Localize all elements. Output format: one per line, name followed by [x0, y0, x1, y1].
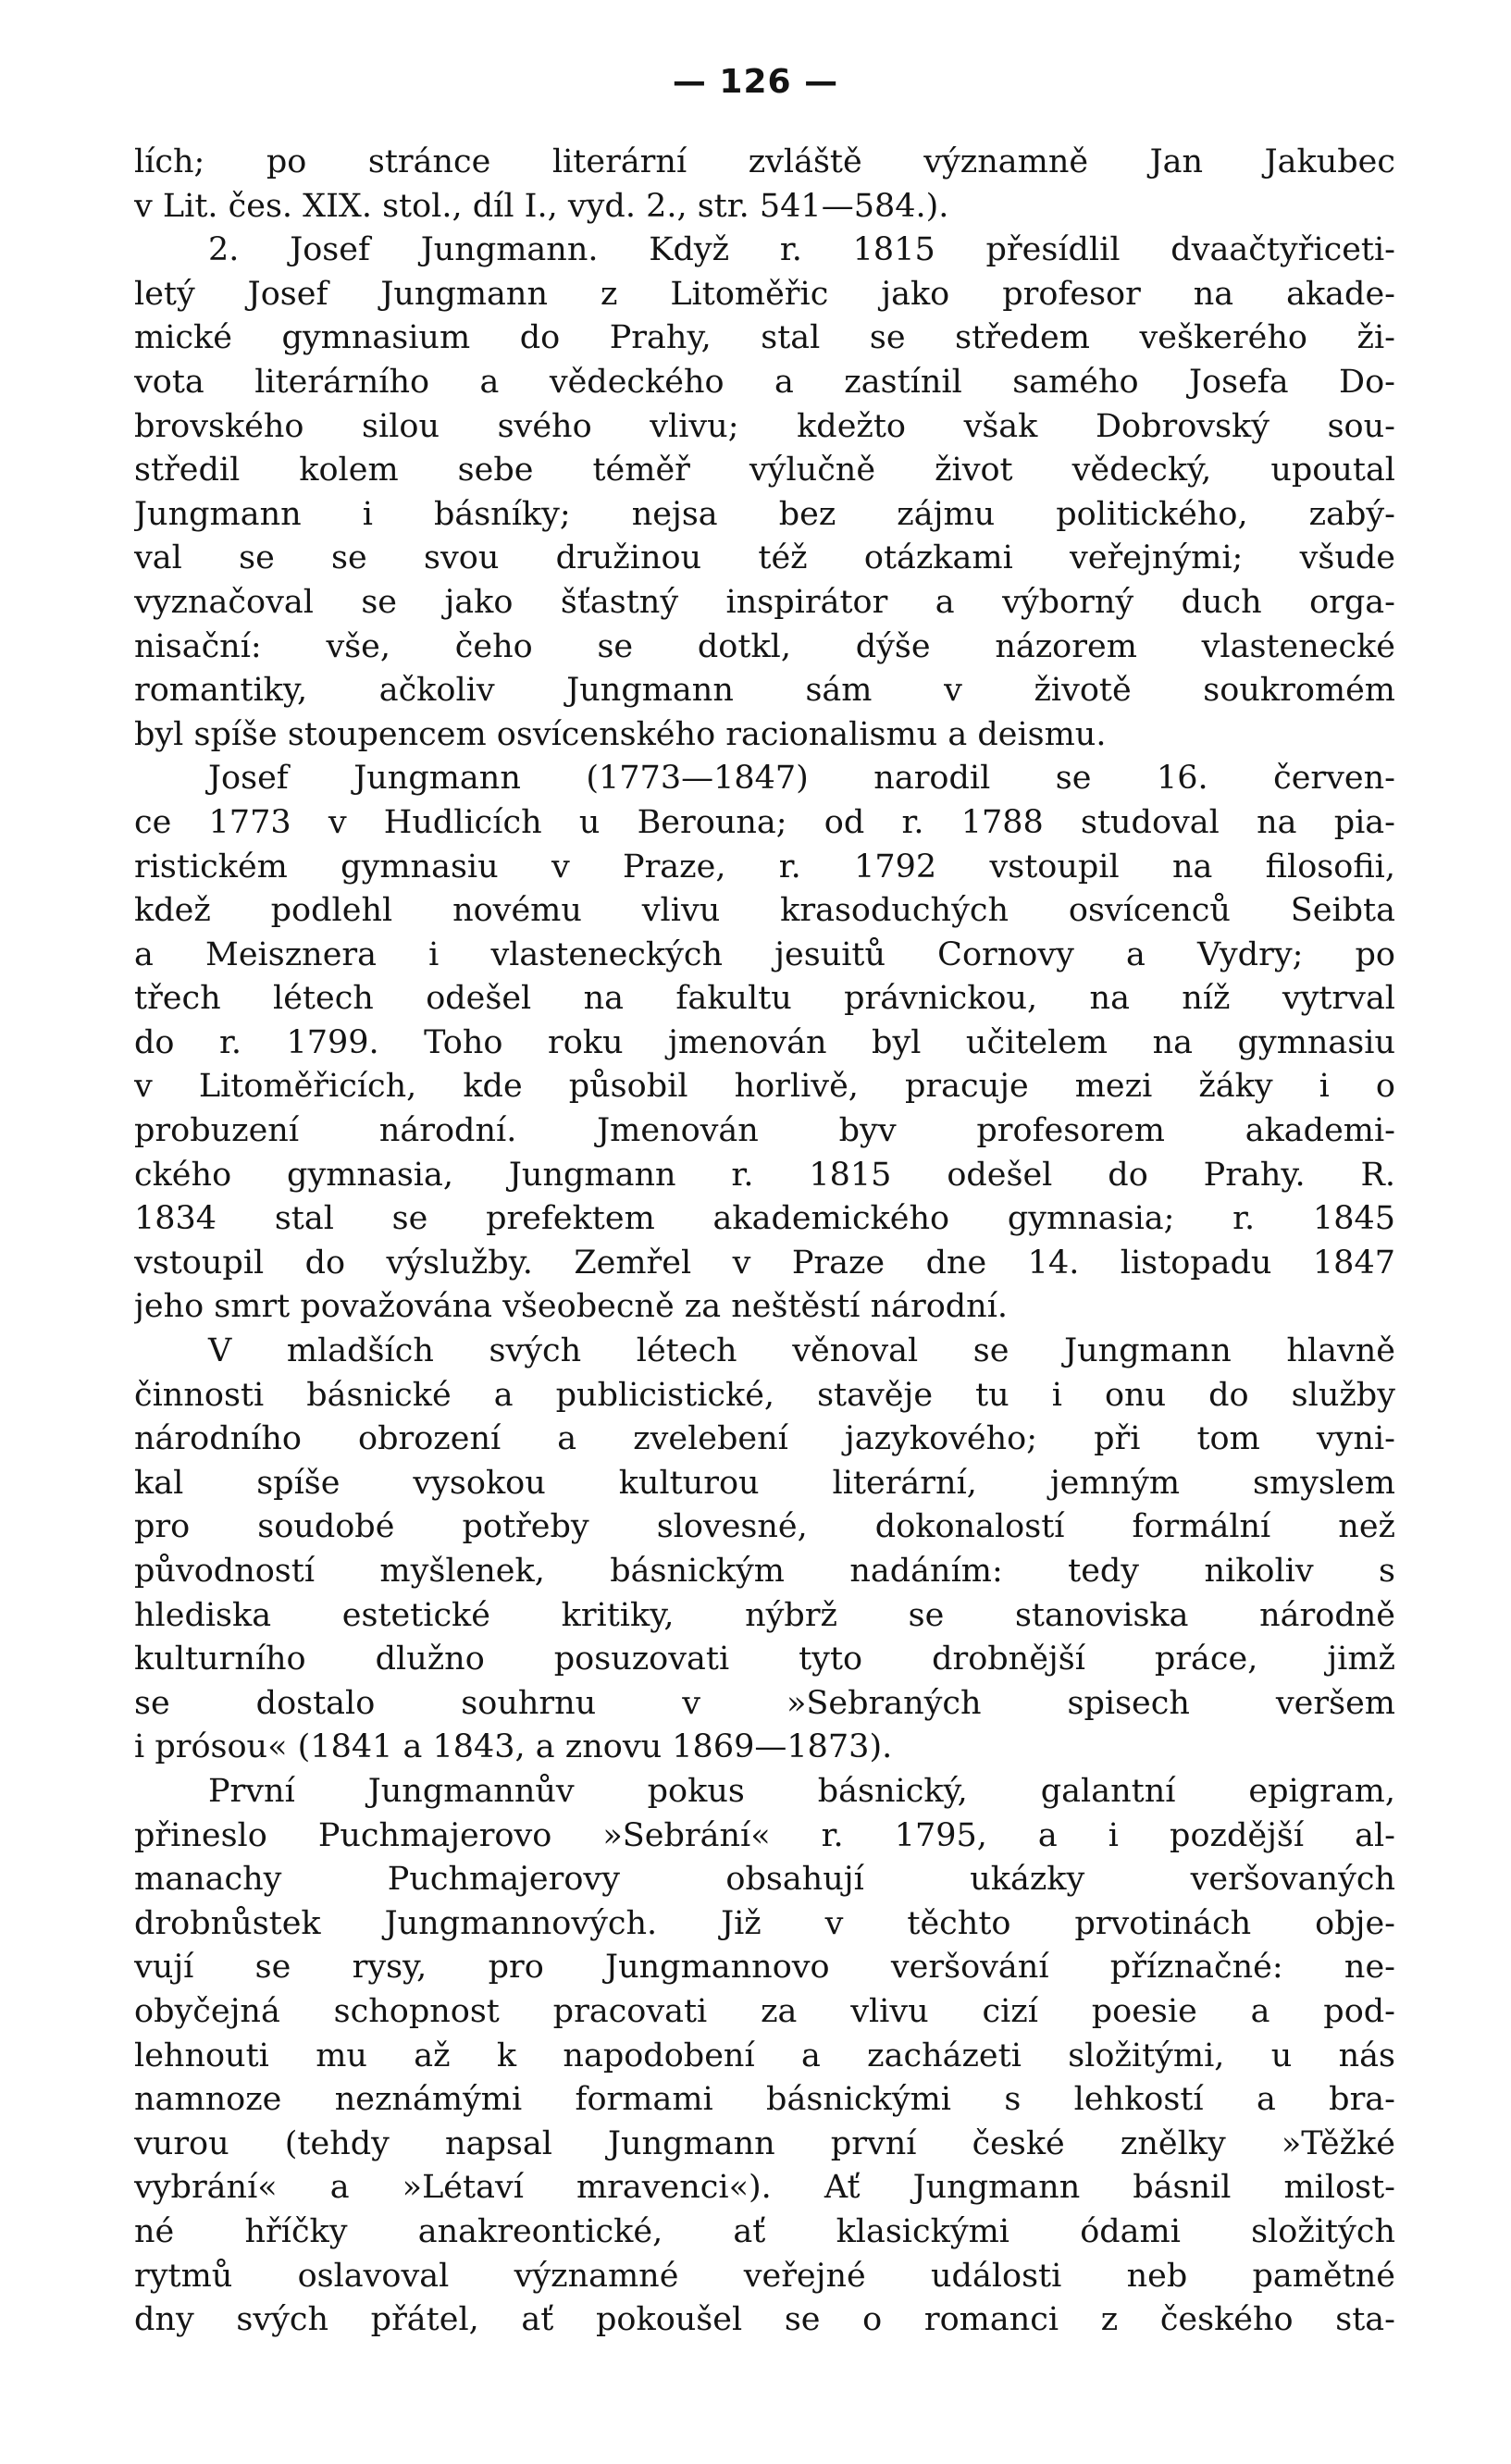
text-line: třech létech odešel na fakultu právnickou, na níž vytrval: [134, 980, 1395, 1018]
text-line: Jungmann i básníky; nejsa bez zájmu politického, zabý-: [134, 495, 1395, 533]
text-line: do r. 1799. Toho roku jmenován byl učitelem na gymnasiu: [134, 1023, 1395, 1061]
text-line: kal spíše vysokou kulturou literární, jemným smyslem: [134, 1464, 1395, 1502]
text-line: ristickém gymnasiu v Praze, r. 1792 vstoupil na filosofii,: [134, 848, 1395, 885]
text-line: nisační: vše, čeho se dotkl, dýše názorem vlastenecké: [134, 627, 1395, 665]
text-line: probuzení národní. Jmenován byv profesorem akademi-: [134, 1112, 1395, 1150]
section-heading-line: 2. Josef Jungmann. Když r. 1815 přesídlil dvaačtyřiceti-: [208, 231, 1395, 269]
text-line: . ckého gymnasia, Jungmann r. 1815 odešel do Prahy. R.: [134, 1154, 1395, 1198]
text-line: lehnouti mu až k napodobení a zacházeti složitými, u nás: [134, 2037, 1395, 2074]
text-line: kulturního dlužno posuzovati tyto drobnější práce, jimž: [134, 1641, 1395, 1678]
text-line: v Litoměřicích, kde působil horlivě, pracuje mezi žáky i o: [134, 1068, 1395, 1106]
text-line: romantiky, ačkoliv Jungmann sám v životě soukromém: [134, 672, 1395, 710]
text-line: né hříčky anakreontické, ať klasickými ódami složitých: [134, 2212, 1395, 2250]
text-line: vurou (tehdy napsal Jungmann první české znělky »Těžké: [134, 2124, 1395, 2162]
text-line: se dostalo souhrnu v »Sebraných spisech veršem: [134, 1684, 1395, 1722]
text-line: brovského silou svého vlivu; kdežto však Dobrovský sou-: [134, 407, 1395, 445]
text-line: přineslo Puchmajerovo »Sebrání« r. 1795, a i pozdější al-: [134, 1816, 1395, 1854]
text-line: dny svých přátel, ať pokoušel se o romanci z českého sta-: [134, 2301, 1395, 2339]
text-line: byl spíše stoupencem osvícenského racionalismu a deismu.: [134, 715, 1107, 753]
text-line: vují se rysy, pro Jungmannovo veršování příznačné: ne-: [134, 1949, 1395, 1987]
text-line: činnosti básnické a publicistické, stavěje tu i onu do služby: [134, 1376, 1395, 1414]
text-line: národního obrození a zvelebení jazykového; při tom vyni-: [134, 1420, 1395, 1458]
text-line: vstoupil do výslužby. Zemřel v Praze dne 14. listopadu 1847: [134, 1244, 1395, 1282]
text-line: namnoze neznámými formami básnickými s lehkostí a bra-: [134, 2081, 1395, 2119]
text-line: ce 1773 v Hudlicích u Berouna; od r. 1788 studoval na pia-: [134, 803, 1395, 841]
text-line: Josef Jungmann (1773—1847) narodil se 16. červen-: [208, 760, 1395, 798]
text-line: středil kolem sebe téměř výlučně život vědecký, upoutal: [134, 452, 1395, 489]
text-line: vota literárního a vědeckého a zastínil samého Josefa Do-: [134, 363, 1395, 401]
text-line: hlediska estetické kritiky, nýbrž se stanoviska národně: [134, 1596, 1395, 1634]
text-line: v Lit. čes. XIX. stol., díl I., vyd. 2., str. 541—584.).: [134, 187, 949, 225]
text-line: letý Josef Jungmann z Litoměřic jako profesor na akade-: [134, 275, 1395, 313]
text-line: mické gymnasium do Prahy, stal se středem veškerého ži-: [134, 319, 1395, 357]
text-line: i prósou« (1841 a 1843, a znovu 1869—1873).: [134, 1728, 893, 1766]
text-line: . manachy Puchmajerovy obsahují ukázky veršovaných: [134, 1858, 1395, 1902]
text-line: drobnůstek Jungmannových. Již v těchto prvotinách obje-: [134, 1904, 1395, 1942]
text-line: rytmů oslavoval významné veřejné události neb pamětné: [134, 2257, 1395, 2295]
text-line: lích; po stránce literární zvláště významně Jan Jakubec: [134, 143, 1395, 180]
text-line: a Meisznera i vlasteneckých jesuitů Cornovy a Vydry; po: [134, 935, 1395, 973]
text-line: obyčejná schopnost pracovati za vlivu cizí poesie a pod-: [134, 1992, 1395, 2030]
text-line: V mladších svých létech věnoval se Jungmann hlavně: [208, 1332, 1395, 1370]
text-line: vybrání« a »Létaví mravenci«). Ať Jungmann básnil milost-: [134, 2169, 1395, 2207]
text-line: val se se svou družinou též otázkami veřejnými; všude: [134, 539, 1395, 577]
text-line: pro soudobé potřeby slovesné, dokonalostí formální než: [134, 1508, 1395, 1546]
text-line: 1834 stal se prefektem akademického gymnasia; r. 1845: [134, 1200, 1395, 1238]
page-number: — 126 —: [672, 63, 839, 101]
text-line: kdež podlehl novému vlivu krasoduchých osvícenců Seibta: [134, 892, 1395, 930]
text-line: původností myšlenek, básnickým nadáním: tedy nikoliv s: [134, 1553, 1395, 1590]
text-line: První Jungmannův pokus básnický, galantní epigram,: [208, 1772, 1395, 1810]
text-line: jeho smrt považována všeobecně za neštěstí národní.: [134, 1288, 1009, 1326]
text-line: vyznačoval se jako šťastný inspirátor a výborný duch orga-: [134, 583, 1395, 621]
body-text: [134, 141, 1395, 2343]
